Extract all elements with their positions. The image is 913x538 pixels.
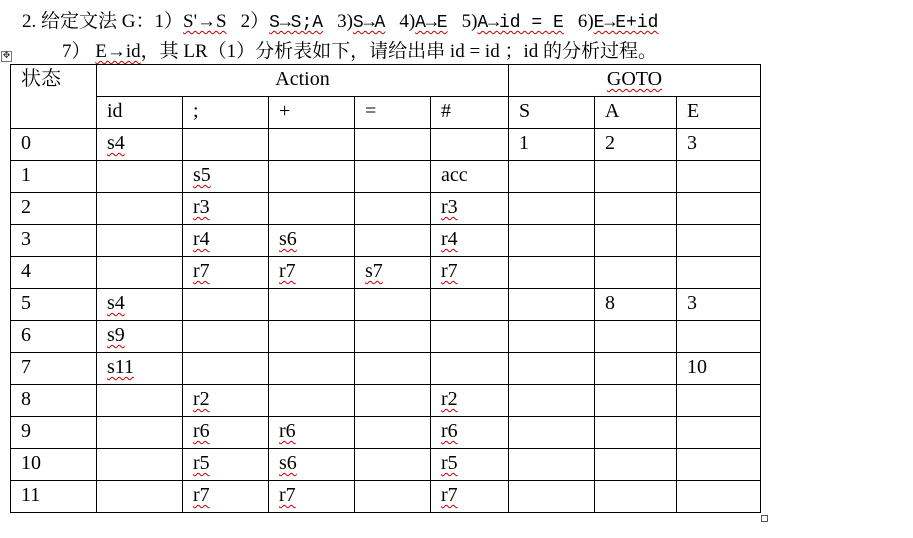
- state-cell: 5: [11, 289, 97, 321]
- action-cell: [97, 225, 183, 257]
- action-cell: [355, 193, 431, 225]
- action-cell: [97, 161, 183, 193]
- goto-cell: [595, 161, 677, 193]
- goto-cell: [677, 321, 761, 353]
- rule-number: 3): [337, 11, 353, 32]
- goto-cell: [595, 385, 677, 417]
- action-cell: [355, 225, 431, 257]
- table-body: [11, 129, 761, 513]
- cell-value: r5: [193, 452, 210, 474]
- state-cell: 9: [11, 417, 97, 449]
- table-move-anchor-icon[interactable]: ✥: [2, 51, 11, 61]
- rule-number: 2）: [240, 11, 270, 32]
- goto-cell: [595, 225, 677, 257]
- table-row: [11, 353, 761, 385]
- action-cell: [269, 481, 355, 513]
- action-cell: [269, 353, 355, 385]
- action-cell: [355, 417, 431, 449]
- action-cell: [431, 353, 509, 385]
- state-cell: 2: [11, 193, 97, 225]
- table-header-row-1: [11, 65, 761, 97]
- goto-cell: [595, 321, 677, 353]
- action-cell: [431, 161, 509, 193]
- action-cell: [355, 129, 431, 161]
- cell-value: s4: [107, 292, 125, 314]
- state-cell: 10: [11, 449, 97, 481]
- action-cell: [269, 225, 355, 257]
- cell-value: s6: [279, 452, 297, 474]
- grammar-rule: S→A: [352, 13, 386, 33]
- grammar-rules-line-1: [154, 11, 658, 32]
- action-cell: [431, 289, 509, 321]
- question-number: 2.: [22, 11, 37, 32]
- action-cell: [183, 417, 269, 449]
- cell-value: 8: [605, 292, 615, 314]
- cell-value: s4: [107, 132, 125, 154]
- goto-cell: [595, 417, 677, 449]
- state-cell: 8: [11, 385, 97, 417]
- cell-value: r7: [441, 484, 458, 506]
- action-cell: [269, 257, 355, 289]
- goto-cell: [677, 161, 761, 193]
- goto-cell: [677, 129, 761, 161]
- state-cell: 7: [11, 353, 97, 385]
- action-cell: [183, 257, 269, 289]
- action-cell: [97, 321, 183, 353]
- rule-number: 5): [461, 11, 478, 32]
- rule-number: 6): [577, 11, 594, 32]
- action-cell: [431, 225, 509, 257]
- action-cell: [97, 193, 183, 225]
- cell-value: 2: [605, 132, 615, 154]
- action-cell: [355, 321, 431, 353]
- state-cell: 1: [11, 161, 97, 193]
- action-cell: [97, 481, 183, 513]
- cell-value: r3: [441, 196, 458, 218]
- rule-7: E→id: [95, 41, 141, 62]
- cell-value: r2: [193, 388, 210, 410]
- cell-value: r2: [441, 388, 458, 410]
- goto-cell: [509, 225, 595, 257]
- cell-value: r7: [441, 260, 458, 282]
- action-cell: [355, 353, 431, 385]
- table-resize-handle-icon[interactable]: [761, 515, 768, 522]
- goto-cell: [595, 353, 677, 385]
- goto-cell: [677, 225, 761, 257]
- goto-cell: [677, 417, 761, 449]
- action-cell: [183, 161, 269, 193]
- grammar-rule: A→id = E: [477, 13, 564, 33]
- goto-column-header: E: [677, 97, 761, 129]
- goto-cell: [677, 353, 761, 385]
- goto-cell: [509, 449, 595, 481]
- goto-cell: [509, 257, 595, 289]
- grammar-rule: S'→S: [183, 11, 227, 32]
- action-cell: [269, 129, 355, 161]
- goto-cell: [509, 353, 595, 385]
- action-cell: [97, 449, 183, 481]
- action-cell: [183, 449, 269, 481]
- action-cell: [355, 161, 431, 193]
- grammar-rule: A→E: [415, 13, 448, 33]
- goto-cell: [509, 193, 595, 225]
- goto-cell: [677, 257, 761, 289]
- state-cell: 4: [11, 257, 97, 289]
- lr1-parse-table: [10, 64, 761, 513]
- cell-value: 3: [687, 292, 697, 314]
- rule-number: 1）: [154, 11, 183, 32]
- cell-value: r7: [279, 484, 296, 506]
- cell-value: s9: [107, 324, 125, 346]
- table-header-row-2: [11, 97, 761, 129]
- action-cell: [355, 449, 431, 481]
- cell-value: s5: [193, 164, 211, 186]
- grammar-rule: S→S;A: [269, 13, 324, 33]
- action-cell: [97, 353, 183, 385]
- action-cell: [269, 161, 355, 193]
- goto-cell: [509, 481, 595, 513]
- goto-cell: [595, 257, 677, 289]
- cell-value: s11: [107, 356, 135, 378]
- action-column-header: ;: [183, 97, 269, 129]
- action-cell: [355, 257, 431, 289]
- grammar-rule: E→E+id: [593, 13, 659, 33]
- action-cell: [183, 353, 269, 385]
- goto-cell: [509, 321, 595, 353]
- goto-cell: [677, 449, 761, 481]
- action-cell: [355, 385, 431, 417]
- action-cell: [97, 289, 183, 321]
- action-cell: [183, 193, 269, 225]
- cell-value: r3: [193, 196, 210, 218]
- action-cell: [355, 289, 431, 321]
- cell-value: r6: [279, 420, 296, 442]
- action-cell: [269, 385, 355, 417]
- table-row: [11, 193, 761, 225]
- cell-value: r6: [441, 420, 458, 442]
- table-row: [11, 129, 761, 161]
- cell-value: s7: [365, 260, 383, 282]
- cell-value: 3: [687, 132, 697, 154]
- action-column-header: id: [97, 97, 183, 129]
- question-line-1: [22, 6, 658, 33]
- goto-cell: [677, 385, 761, 417]
- action-cell: [269, 449, 355, 481]
- action-column-header: =: [355, 97, 431, 129]
- goto-cell: [509, 161, 595, 193]
- cell-value: r7: [193, 484, 210, 506]
- action-cell: [183, 481, 269, 513]
- goto-cell: [509, 385, 595, 417]
- action-cell: [431, 257, 509, 289]
- goto-cell: [677, 481, 761, 513]
- action-cell: [97, 385, 183, 417]
- action-cell: [431, 129, 509, 161]
- action-cell: [183, 129, 269, 161]
- action-cell: [183, 321, 269, 353]
- state-cell: 3: [11, 225, 97, 257]
- table-row: [11, 385, 761, 417]
- action-cell: [183, 385, 269, 417]
- action-cell: [431, 321, 509, 353]
- action-cell: [97, 129, 183, 161]
- goto-column-header: S: [509, 97, 595, 129]
- action-cell: [183, 289, 269, 321]
- action-cell: [97, 257, 183, 289]
- goto-cell: [509, 417, 595, 449]
- action-cell: [431, 449, 509, 481]
- cell-value: acc: [441, 164, 468, 186]
- goto-cell: [595, 449, 677, 481]
- action-cell: [183, 225, 269, 257]
- cell-value: r4: [441, 228, 458, 250]
- goto-cell: [595, 193, 677, 225]
- goto-column-header: A: [595, 97, 677, 129]
- action-cell: [269, 289, 355, 321]
- cell-value: 10: [687, 356, 707, 378]
- action-cell: [269, 193, 355, 225]
- action-cell: [431, 193, 509, 225]
- cell-value: r7: [193, 260, 210, 282]
- action-cell: [431, 385, 509, 417]
- table-row: [11, 289, 761, 321]
- rule-7-number: 7）: [62, 41, 91, 62]
- goto-header: GOTO: [509, 65, 761, 97]
- state-cell: 11: [11, 481, 97, 513]
- table-row: [11, 481, 761, 513]
- cell-value: r5: [441, 452, 458, 474]
- goto-cell: [677, 289, 761, 321]
- state-cell: 0: [11, 129, 97, 161]
- table-row: [11, 417, 761, 449]
- goto-cell: [509, 129, 595, 161]
- table-row: [11, 161, 761, 193]
- table-row: [11, 321, 761, 353]
- table-row: [11, 449, 761, 481]
- action-header: Action: [97, 65, 509, 97]
- table-row: [11, 225, 761, 257]
- question-line-2: [62, 36, 657, 63]
- goto-cell: [509, 289, 595, 321]
- cell-value: r4: [193, 228, 210, 250]
- question-suffix: ，其 LR（1）分析表如下，请给出串 id = id ；id 的分析过程。: [140, 41, 657, 62]
- goto-cell: [677, 193, 761, 225]
- state-header: 状态: [11, 65, 97, 129]
- action-column-header: #: [431, 97, 509, 129]
- cell-value: r7: [279, 260, 296, 282]
- action-cell: [431, 417, 509, 449]
- action-cell: [269, 321, 355, 353]
- goto-cell: [595, 289, 677, 321]
- rule-number: 4): [399, 11, 416, 32]
- goto-cell: [595, 481, 677, 513]
- cell-value: s6: [279, 228, 297, 250]
- action-cell: [97, 417, 183, 449]
- action-column-header: +: [269, 97, 355, 129]
- action-cell: [269, 417, 355, 449]
- action-cell: [355, 481, 431, 513]
- cell-value: 1: [519, 132, 529, 154]
- state-cell: 6: [11, 321, 97, 353]
- goto-cell: [595, 129, 677, 161]
- question-prefix: 给定文法 G：: [41, 11, 155, 32]
- table-row: [11, 257, 761, 289]
- cell-value: r6: [193, 420, 210, 442]
- action-cell: [431, 481, 509, 513]
